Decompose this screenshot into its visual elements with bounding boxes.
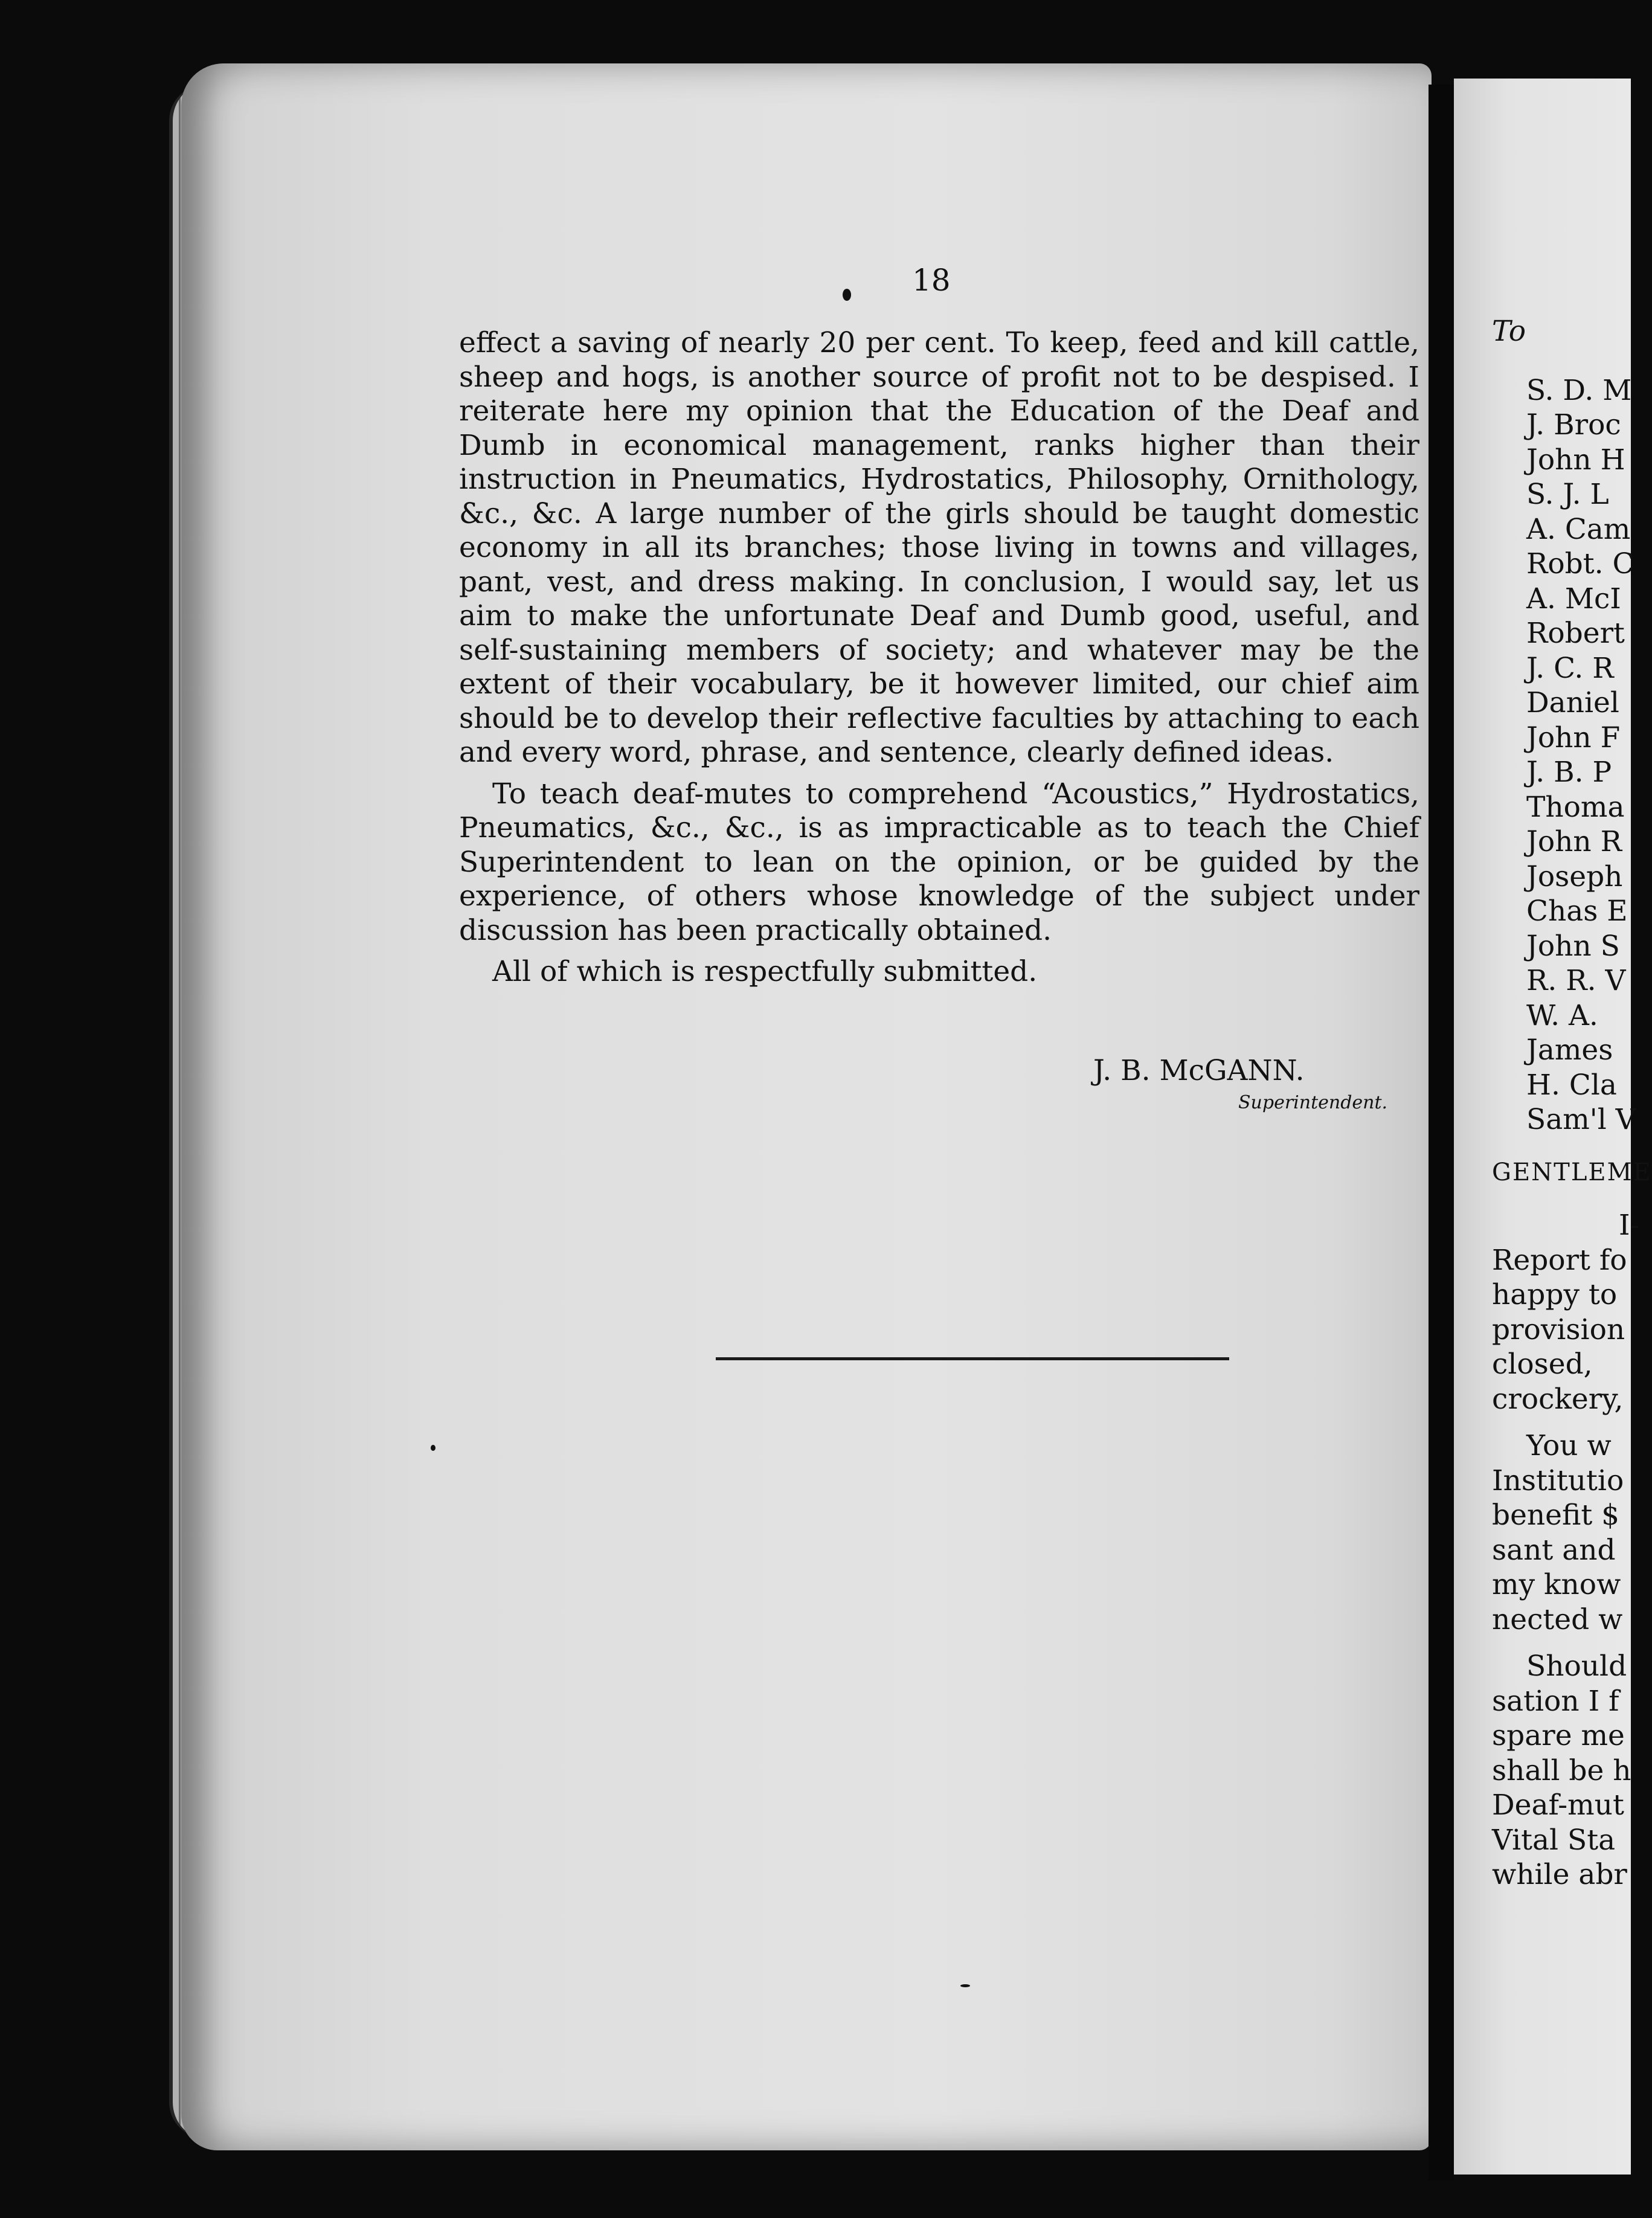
text-line: sation I f	[1492, 1684, 1619, 1718]
text-line: shall be h	[1492, 1754, 1631, 1787]
page-number: 18	[912, 263, 951, 298]
list-item: J. B. P	[1526, 756, 1612, 789]
list-item: Chas E	[1526, 895, 1628, 928]
list-item: R. R. V	[1526, 964, 1626, 997]
text-line: closed,	[1492, 1348, 1593, 1381]
paragraph-2: To teach deaf-mutes to comprehend “Acoustics,” Hydrostatics, Pneumatics, &c., &c., is as impracticable as to teach the Chief Superintendent to lean on the opinion, or be guided by the experience, of others whose knowledge of the subject under discussion has been practically obtained.	[459, 777, 1419, 947]
list-item: A. Cam	[1526, 512, 1631, 546]
paragraph-1: effect a saving of nearly 20 per cent. To keep, feed and kill cattle, sheep and hogs, is another source of profit not to be despised. I reiterate here my opinion that the Education of the Deaf and Dumb in economical management, ranks higher than their instruction in Pneumatics, Hydrostatics, Philosophy, Ornithology, &c., &c. A large number of the girls should be taught domestic economy in all its branches; those living in towns and villages, pant, vest, and dress making. In conclusion, I would say, let us aim to make the unfortunate Deaf and Dumb good, useful, and self-sustaining members of society; and whatever may be the extent of their vocabulary, be it however limited, our chief aim should be to develop their reflective faculties by attaching to each and every word, phrase, and sentence, clearly defined ideas.	[459, 326, 1419, 769]
text-line: while abr	[1492, 1858, 1627, 1891]
scan-speck	[431, 1445, 435, 1451]
list-item: John F	[1526, 721, 1621, 754]
text-line: spare me	[1492, 1719, 1625, 1752]
text-line: nected w	[1492, 1602, 1623, 1636]
text-line: Vital Sta	[1492, 1823, 1616, 1857]
text-line: happy to	[1492, 1278, 1618, 1311]
text-line: provision	[1492, 1313, 1625, 1346]
text-line: crockery,	[1492, 1382, 1624, 1416]
text-line: You w	[1526, 1429, 1612, 1462]
list-item: James	[1526, 1033, 1613, 1067]
list-item: Joseph	[1526, 860, 1623, 893]
book-gutter	[1429, 85, 1454, 2181]
scan-speck	[960, 1984, 970, 1987]
name-list	[1492, 373, 1637, 1137]
signature-title: Superintendent.	[1238, 1092, 1388, 1113]
list-item: Robt. C	[1526, 547, 1634, 580]
list-item: John S	[1526, 929, 1620, 963]
list-item: Daniel	[1526, 686, 1619, 719]
list-item: A. McI	[1526, 582, 1621, 616]
horizontal-rule	[716, 1357, 1229, 1360]
salutation: GENTLEME	[1492, 1158, 1652, 1186]
signature-name: J. B. McGANN.	[1093, 1054, 1305, 1087]
list-item: Sam'l V	[1526, 1103, 1636, 1136]
list-item: John H	[1526, 443, 1625, 477]
text-line: my know	[1492, 1568, 1621, 1601]
text-line: Should	[1526, 1650, 1627, 1683]
list-item: S. D. M	[1526, 373, 1632, 407]
list-item: Thoma	[1526, 790, 1625, 824]
list-item: H. Cla	[1526, 1068, 1617, 1102]
list-item: J. C. R	[1526, 651, 1614, 685]
text-line: I-	[1619, 1209, 1640, 1242]
list-item: J. Broc	[1526, 408, 1621, 442]
text-line: sant and	[1492, 1533, 1616, 1567]
list-item: W. A.	[1526, 998, 1598, 1032]
list-item: Robert	[1526, 617, 1625, 650]
right-to-label: To	[1492, 315, 1526, 348]
scan-speck	[843, 289, 851, 301]
text-line: Deaf-mut	[1492, 1789, 1624, 1822]
list-item: John R	[1526, 825, 1622, 858]
text-line: benefit $	[1492, 1499, 1620, 1532]
paragraph-3: All of which is respectfully submitted.	[492, 955, 1038, 988]
right-page-text	[1492, 314, 1652, 1892]
text-line: Institutio	[1492, 1464, 1624, 1497]
list-item: S. J. L	[1526, 478, 1609, 511]
left-page-body	[459, 326, 1419, 989]
text-line: Report fo	[1492, 1243, 1627, 1277]
